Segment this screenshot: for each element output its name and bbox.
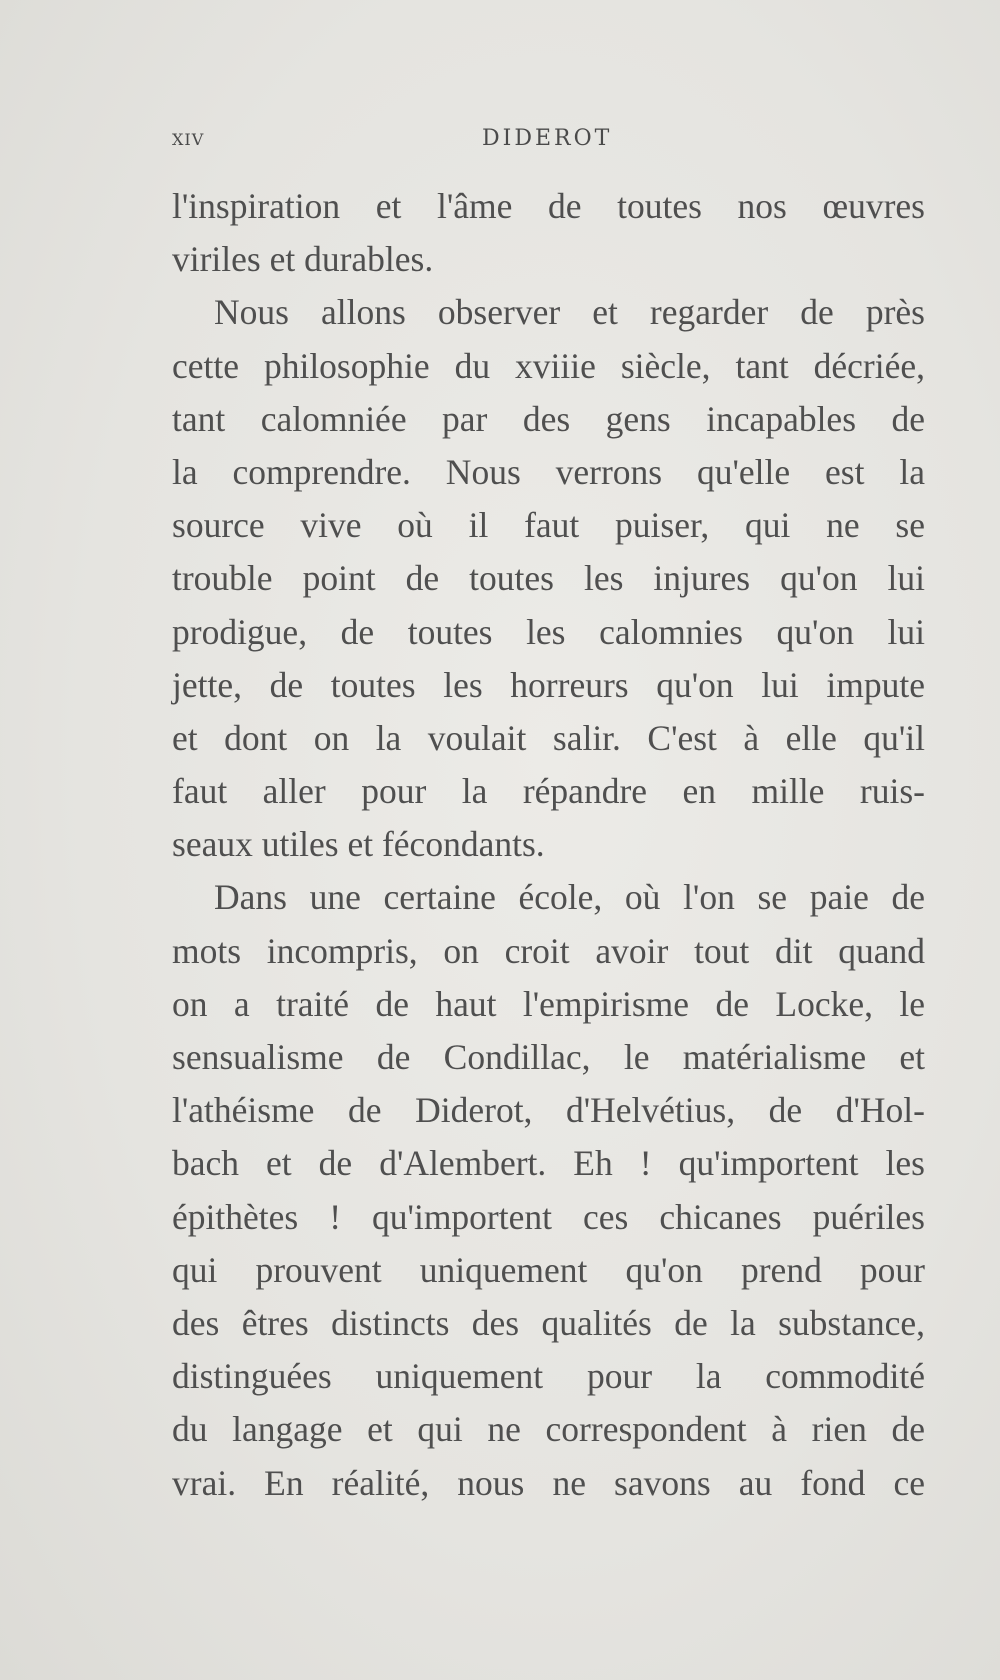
text-line: jette, de toutes les horreurs qu'on lui impute xyxy=(172,664,925,705)
text-line: des êtres distincts des qualités de la substance, xyxy=(172,1302,925,1343)
text-line: l'inspiration et l'âme de toutes nos œuvres xyxy=(172,186,925,226)
text-line: prodigue, de toutes les calomnies qu'on lui xyxy=(172,611,925,652)
text-line: du langage et qui ne correspondent à rien de xyxy=(172,1409,925,1450)
text-line: et dont on la voulait salir. C'est à elle qu'il xyxy=(172,717,925,758)
page-number: XIV xyxy=(172,130,205,149)
text-line: Dans une certaine école, où l'on se paie de xyxy=(214,877,925,918)
text-line: sensualisme de Condillac, le matérialisme et xyxy=(172,1037,925,1077)
text-line: épithètes ! qu'importent ces chicanes puériles xyxy=(172,1196,925,1237)
body-text xyxy=(172,180,925,1510)
text-line: trouble point de toutes les injures qu'on lui xyxy=(172,558,925,599)
text-line: l'athéisme de Diderot, d'Helvétius, de d'Hol- xyxy=(172,1090,925,1131)
text-line: vrai. En réalité, nous ne savons au fond ce xyxy=(172,1462,925,1503)
text-line: source vive où il faut puiser, qui ne se xyxy=(172,505,925,546)
paragraph xyxy=(172,286,925,871)
text-line: distinguées uniquement pour la commodité xyxy=(172,1356,925,1397)
text-line: viriles et durables. xyxy=(172,239,434,280)
text-line: qui prouvent uniquement qu'on prend pour xyxy=(172,1249,925,1290)
text-line: faut aller pour la répandre en mille ruis- xyxy=(172,771,925,812)
text-line: bach et de d'Alembert. Eh ! qu'importent les xyxy=(172,1143,925,1184)
text-line: seaux utiles et fécondants. xyxy=(172,824,545,865)
text-line: Nous allons observer et regarder de près xyxy=(214,292,925,333)
page-header xyxy=(172,126,910,162)
text-line: la comprendre. Nous verrons qu'elle est la xyxy=(172,451,925,492)
paragraph xyxy=(172,180,925,286)
text-line: on a traité de haut l'empirisme de Locke, le xyxy=(172,983,925,1024)
text-line: cette philosophie du xviiie siècle, tant décriée, xyxy=(172,345,925,386)
paragraph xyxy=(172,871,925,1509)
text-line: mots incompris, on croit avoir tout dit quand xyxy=(172,930,925,971)
running-title: DIDEROT xyxy=(482,126,613,151)
text-line: tant calomniée par des gens incapables de xyxy=(172,398,925,439)
